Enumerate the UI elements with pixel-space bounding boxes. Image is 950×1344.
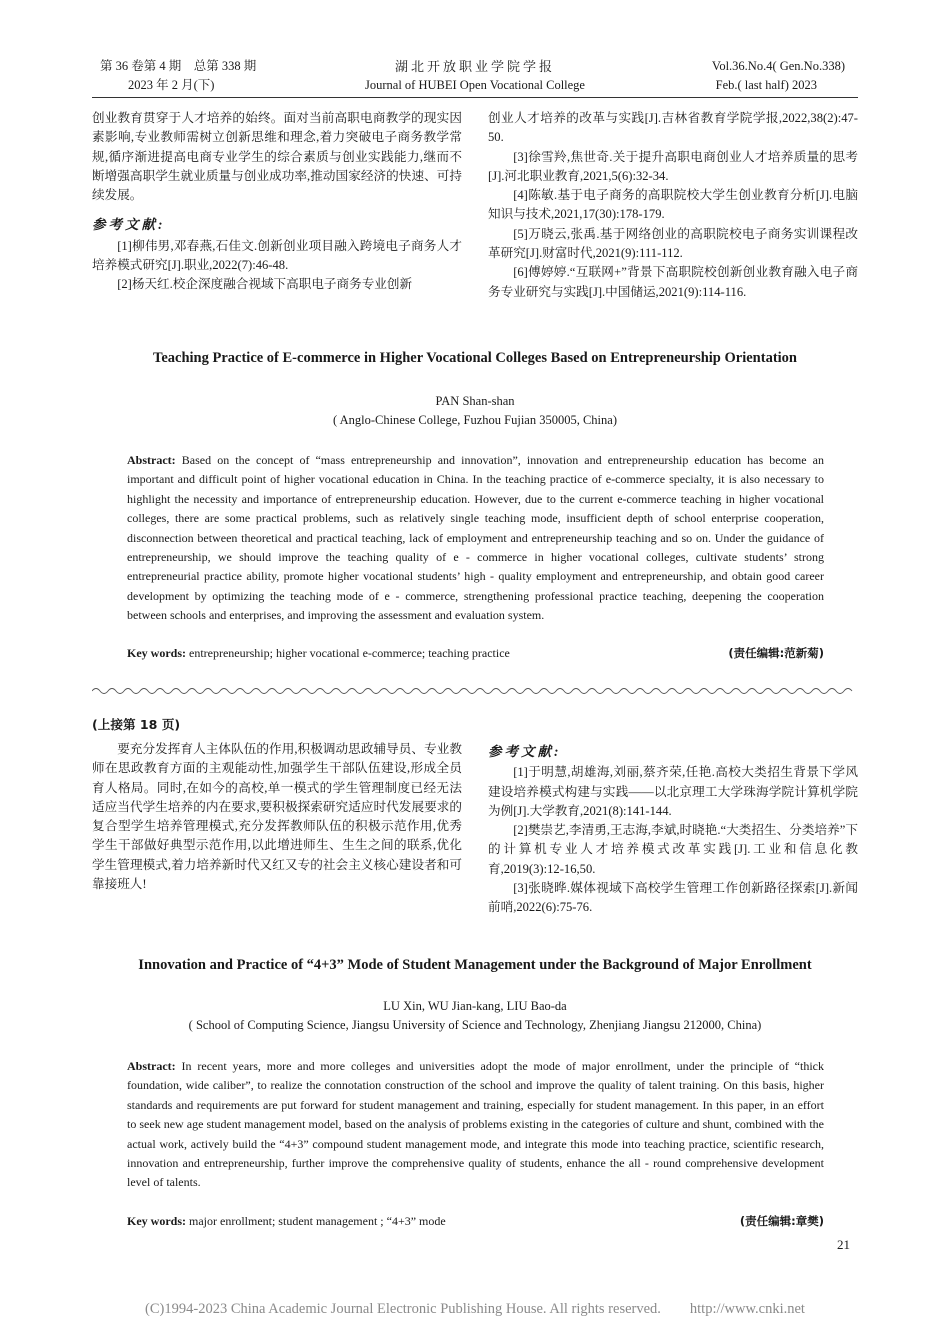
top-left-column bbox=[92, 109, 462, 295]
mid-left-column bbox=[92, 740, 462, 894]
reference-item-part: 创业人才培养的改革与实践[J].吉林省教育学院学报,2022,38(2):47-50. bbox=[488, 111, 858, 145]
continued-from: (上接第 18 页) bbox=[92, 717, 181, 732]
keywords-text: major enrollment; student management ; “4+3” mode bbox=[189, 1214, 446, 1228]
article1-abstract bbox=[127, 451, 824, 626]
article2-keywords bbox=[127, 1212, 824, 1231]
reference-item: [3]徐雪羚,焦世奇.关于提升高职电商创业人才培养质量的思考[J].河北职业教育,2021,5(6):32-34. bbox=[488, 149, 858, 183]
body-paragraph: 要充分发挥育人主体队伍的作用,积极调动思政辅导员、专业教师在思政教育方面的主观能动性,加强学生干部队伍建设,形成全员育人格局。同时,在如今的高校,单一模式的学生管理制度已经无法适应当代学生培养的内在要求,要积极探索研究适应时代发展要求的复合型学生培养管理模式,充分发挥教师队伍的积极示范作用,优秀学生干部做好典型示范作用,以此增进师生、生生之间的联系,优化学生管理模式,着力培养新时代又红又专的社会主义核心建设者和可靠接班人! bbox=[92, 742, 462, 892]
header-right bbox=[650, 57, 845, 95]
keywords-label: Key words: bbox=[127, 646, 186, 660]
reference-item: [1]于明慧,胡雄海,刘丽,蔡齐荣,任艳.高校大类招生背景下学风建设培养模式构建与实践——以北京理工大学珠海学院计算机学院为例[J].大学教育,2021(8):141-144. bbox=[488, 765, 858, 818]
article1-title: Teaching Practice of E-commerce in Higher Vocational Colleges Based on Entrepreneurship Orientation bbox=[152, 350, 797, 366]
page-number: 21 bbox=[837, 1237, 850, 1252]
top-right-column bbox=[488, 109, 858, 302]
wave-separator bbox=[92, 686, 858, 696]
journal-name-cn: 湖北开放职业学院学报 bbox=[394, 59, 555, 74]
article2-author: LU Xin, WU Jian-kang, LIU Bao-da bbox=[383, 999, 567, 1013]
issue-info: 第 36 卷第 4 期 总第 338 期 bbox=[100, 59, 257, 73]
keywords-label: Key words: bbox=[127, 1214, 186, 1228]
volume-info: Vol.36.No.4( Gen.No.338) bbox=[711, 59, 845, 73]
issue-date: 2023 年 2 月(下) bbox=[128, 78, 215, 92]
mid-right-column bbox=[488, 740, 858, 918]
references-heading: 参考文献: bbox=[488, 744, 562, 759]
journal-name-en: Journal of HUBEI Open Vocational College bbox=[365, 78, 585, 92]
article1-affiliation: ( Anglo-Chinese College, Fuzhou Fujian 350005, China) bbox=[332, 413, 617, 427]
article2-title: Innovation and Practice of “4+3” Mode of Student Management under the Background of Major Enrollment bbox=[138, 957, 812, 973]
header-left bbox=[100, 57, 300, 95]
article2-abstract bbox=[127, 1057, 824, 1193]
reference-item: [1]柳伟男,邓春燕,石佳文.创新创业项目融入跨境电子商务人才培养模式研究[J].职业,2022(7):46-48. bbox=[92, 238, 462, 273]
reference-item: [3]张晓晔.媒体视域下高校学生管理工作创新路径探索[J].新闻前哨,2022(6):75-76. bbox=[488, 881, 858, 915]
reference-item: [4]陈敏.基于电子商务的高职院校大学生创业教育分析[J].电脑知识与技术,2021,17(30):178-179. bbox=[488, 188, 858, 222]
reference-item-part: [2]杨天红.校企深度融合视域下高职电子商务专业创新 bbox=[117, 277, 413, 292]
reference-item: [2]樊崇艺,李清勇,王志海,李斌,时晓艳.“大类招生、分类培养”下的计算机专业人才培养模式改革实践[J].工业和信息化教育,2019(3):12-16,50. bbox=[488, 823, 858, 876]
editor-note: (责任编辑:章樊) bbox=[739, 1214, 824, 1228]
reference-item: [5]万晓云,张禹.基于网络创业的高职院校电子商务实训课程改革研究[J].财富时代,2021(9):111-112. bbox=[488, 226, 858, 261]
volume-date: Feb.( last half) 2023 bbox=[715, 78, 817, 92]
keywords-text: entrepreneurship; higher vocational e-commerce; teaching practice bbox=[189, 646, 510, 660]
article1-keywords bbox=[127, 644, 824, 663]
references-heading: 参考文献: bbox=[92, 217, 166, 233]
editor-note: (责任编辑:范新菊) bbox=[728, 646, 824, 660]
reference-item: [6]傅婷婷.“互联网+”背景下高职院校创新创业教育融入电子商务专业研究与实践[J].中国储运,2021(9):114-116. bbox=[488, 265, 858, 299]
abstract-label: Abstract: bbox=[127, 453, 176, 467]
abstract-text: Based on the concept of “mass entrepreneurship and innovation”, innovation and entrepreneurship education has become an important and difficult point of higher vocational education in China. In the teaching practice of e-commerce specialty, it is also necessary to highlight the necessity and importance of entrepreneurship education. However, due to the current e-commerce teaching in higher vocational colleges, there are some practical problems, such as relatively single teaching mode, insufficient depth of school enterprise cooperation, disconnection between theoretical and practical teaching, lack of employment and entrepreneurship teaching and so on. Under the guidance of entrepreneurship, we should improve the teaching quality of e - commerce in higher vocational colleges, cultivate students’ strong entrepreneurial practice ability, promote higher vocational students’ high - quality employment and entrepreneurship, and obtain good career development by optimizing the teaching mode of e - commerce, strengthening professional practice teaching, deepening the cooperation between schools and enterprises, and improving the assessment and evaluation system. bbox=[127, 453, 824, 623]
article1-author: PAN Shan-shan bbox=[435, 394, 515, 408]
article2-affiliation: ( School of Computing Science, Jiangsu University of Science and Technology, Zhenjiang Jiangsu 212000, China) bbox=[188, 1018, 762, 1032]
abstract-label: Abstract: bbox=[127, 1059, 176, 1073]
body-paragraph: 创业教育贯穿于人才培养的始终。面对当前高职电商教学的现实因素影响,专业教师需树立创新思维和理念,着力突破电子商务教学常规,循序渐进提高电商专业学生的综合素质与创业实践能力,继而不断增强高职学生就业质量与创业成功率,推动国家经济的快速、可持续发展。 bbox=[92, 111, 463, 203]
header-rule bbox=[92, 97, 858, 98]
abstract-text: In recent years, more and more colleges and universities adopt the mode of major enrollment, under the principle of “thick foundation, wide caliber”, to realize the connotation construction of the school and improve the quality of talent training. On this basis, higher standards and requirements are put forward for student management and training, especially for student management. In this paper, in an effort to seek new age student management model, based on the analysis of problems existing in the categories of culture and shunt, combined with the actual work, actively build the “4+3” compound student management mode, and integrate this mode into teaching practice, scientific research, innovation and entrepreneurship, further improve the comprehensive quality of students, enhance the all - round comprehensive development level of talents. bbox=[127, 1059, 825, 1190]
copyright-footer: (C)1994-2023 China Academic Journal Electronic Publishing House. All rights reserved. http://www.cnki.net bbox=[145, 1301, 805, 1317]
header-center bbox=[340, 57, 610, 95]
